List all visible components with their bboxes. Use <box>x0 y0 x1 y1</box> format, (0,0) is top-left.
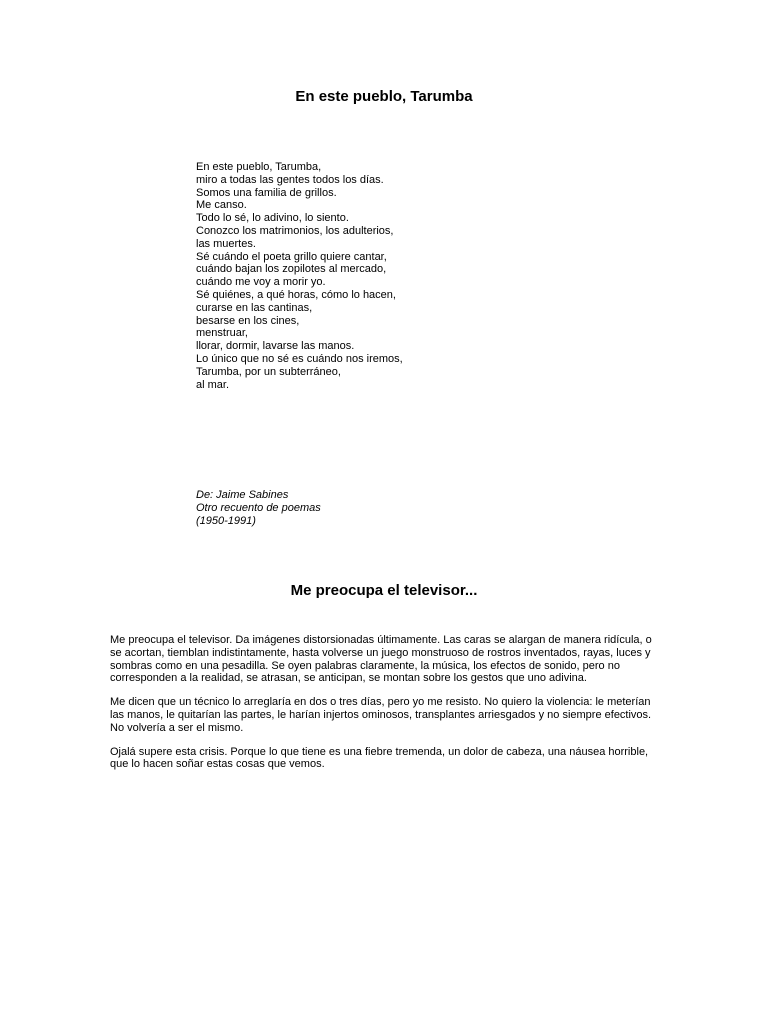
poem-line: llorar, dormir, lavarse las manos. <box>196 340 355 353</box>
source-book: Otro recuento de poemas <box>196 501 321 514</box>
poem-line: Me canso. <box>196 199 247 212</box>
poem-line: Somos una familia de grillos. <box>196 186 337 199</box>
poem-line: Lo único que no sé es cuándo nos iremos, <box>196 352 403 365</box>
poem-line: curarse en las cantinas, <box>196 301 313 314</box>
poem-line: En este pueblo, Tarumba, <box>196 161 322 173</box>
poem-line: cuándo me voy a morir yo. <box>196 276 326 289</box>
poem-line: Sé cuándo el poeta grillo quiere cantar, <box>196 250 387 263</box>
poem-line: menstruar, <box>196 327 248 340</box>
source-author: De: Jaime Sabines <box>196 489 289 501</box>
poem-line: miro a todas las gentes todos los días. <box>196 173 384 186</box>
poem-line: Tarumba, por un subterráneo, <box>196 365 341 378</box>
poem-line: Sé quiénes, a qué horas, cómo lo hacen, <box>196 288 396 301</box>
poem-body <box>196 161 403 391</box>
prose-title: Me preocupa el televisor... <box>290 582 478 599</box>
prose-paragraph: Ojalá supere esta crisis. Porque lo que tiene es una fiebre tremenda, un dolor de cabeza, una náusea horrible, que lo hacen soñar estas cosas que vemos. <box>110 745 649 771</box>
poem-line: Conozco los matrimonios, los adulterios, <box>196 224 394 237</box>
poem-line: Todo lo sé, lo adivino, lo siento. <box>196 212 349 225</box>
poem-line: al mar. <box>196 378 230 391</box>
poem-source <box>196 489 321 527</box>
prose-paragraph: Me dicen que un técnico lo arreglaría en dos o tres días, pero yo me resisto. No quiero la violencia: le meterían las manos, le quitarían las partes, le harían injertos ominosos, transplantes arriesgados y no siempre efectivos. No volvería a ser el mismo. <box>110 696 652 734</box>
prose-paragraph: Me preocupa el televisor. Da imágenes distorsionadas últimamente. Las caras se alargan de manera ridícula, o se acortan, tiemblan indistintamente, hasta volverse un juego monstruoso de rostros inventados, rayas, luces y sombras como en una pesadilla. Se oyen palabras claramente, la música, los efectos de sonido, pero no corresponden a la realidad, se atrasan, se anticipan, se montan sobre los gestos que uno adivina. <box>110 634 652 685</box>
poem-title: En este pueblo, Tarumba <box>295 88 473 105</box>
source-years: (1950-1991) <box>196 514 256 527</box>
prose-body <box>110 634 658 782</box>
poem-line: besarse en los cines, <box>196 314 300 327</box>
poem-line: las muertes. <box>196 237 256 250</box>
poem-line: cuándo bajan los zopilotes al mercado, <box>196 263 387 276</box>
